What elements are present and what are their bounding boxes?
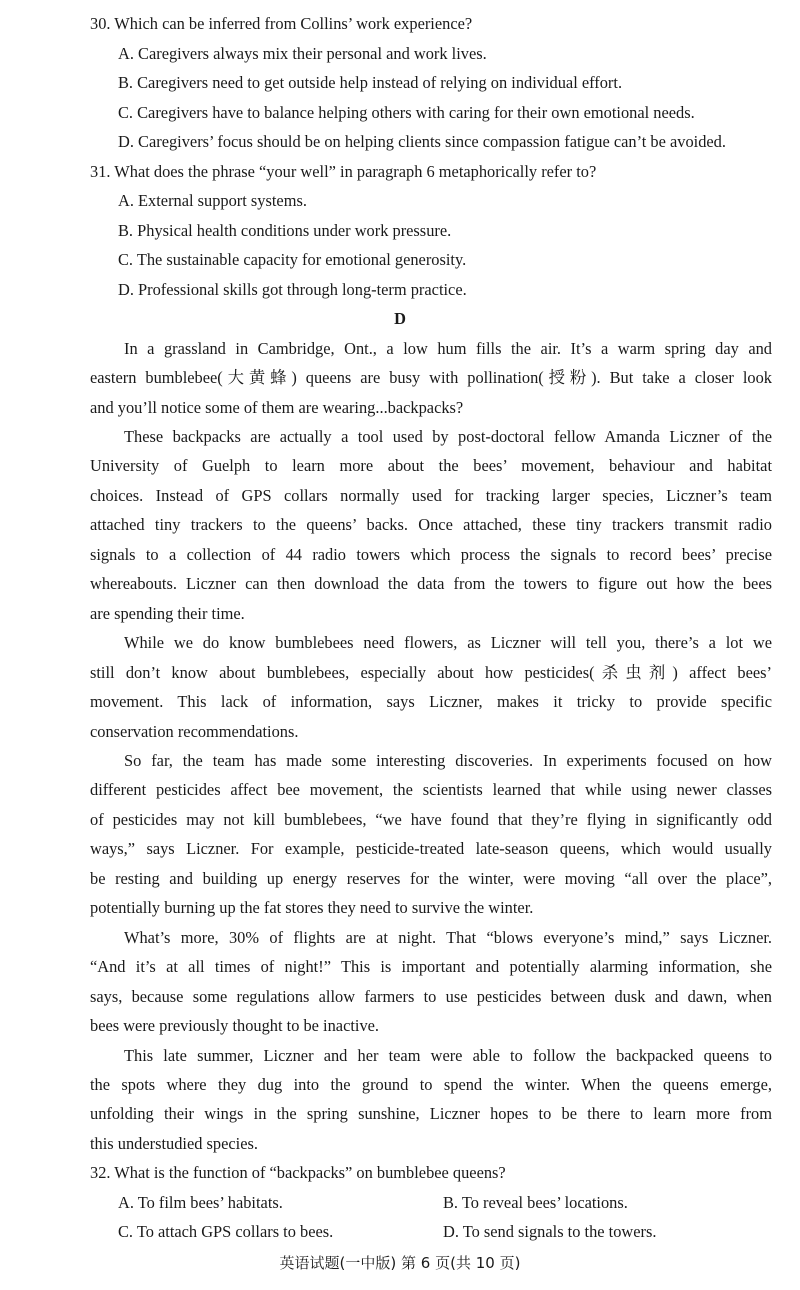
passage-line: ways,” says Liczner. For example, pesticide-treated late-season queens, which would usually	[90, 839, 772, 858]
passage-line: These backpacks are actually a tool used by post-doctoral fellow Amanda Liczner of the	[124, 427, 772, 446]
passage-line: What’s more, 30% of flights are at night. That “blows everyone’s mind,” says Liczner.	[124, 928, 772, 947]
passage-line: different pesticides affect bee movement, the scientists learned that while using newer classes	[90, 780, 772, 799]
passage-line: conservation recommendations.	[90, 722, 299, 741]
q32-option-d: D. To send signals to the towers.	[443, 1222, 657, 1241]
q31-option-d: D. Professional skills got through long-term practice.	[118, 280, 467, 299]
q32-option-b: B. To reveal bees’ locations.	[443, 1193, 628, 1212]
q30-option-a: A. Caregivers always mix their personal and work lives.	[118, 44, 487, 63]
passage-line: and you’ll notice some of them are wearing...backpacks?	[90, 398, 464, 417]
q32-option-c: C. To attach GPS collars to bees.	[118, 1222, 334, 1241]
passage-line: So far, the team has made some interesting discoveries. In experiments focused on how	[124, 751, 772, 770]
passage-line: be resting and building up energy reserves for the winter, were moving “all over the place”,	[90, 869, 772, 888]
passage-line: choices. Instead of GPS collars normally used for tracking larger species, Liczner’s team	[90, 486, 772, 505]
passage-line: this understudied species.	[90, 1134, 258, 1153]
passage-line: of pesticides may not kill bumblebees, “we have found that they’re flying in significantly odd	[90, 810, 772, 829]
passage-line: says, because some regulations allow farmers to use pesticides between dusk and dawn, when	[90, 987, 772, 1006]
q31-option-b: B. Physical health conditions under work pressure.	[118, 221, 452, 240]
q31-option-a: A. External support systems.	[118, 191, 307, 210]
q30-option-b: B. Caregivers need to get outside help instead of relying on individual effort.	[118, 73, 623, 92]
question-32: 32. What is the function of “backpacks” on bumblebee queens?	[90, 1163, 506, 1182]
q30-option-c: C. Caregivers have to balance helping others with caring for their own emotional needs.	[118, 103, 695, 122]
question-30: 30. Which can be inferred from Collins’ work experience?	[90, 14, 473, 33]
question-31: 31. What does the phrase “your well” in paragraph 6 metaphorically refer to?	[90, 162, 597, 181]
q30-option-d: D. Caregivers’ focus should be on helping clients since compassion fatigue can’t be avoided.	[118, 132, 726, 151]
passage-line: whereabouts. Liczner can then download the data from the towers to figure out how the bees	[90, 574, 772, 593]
passage-line: eastern bumblebee(大黄蜂) queens are busy with pollination(授粉). But take a closer look	[90, 368, 772, 387]
passage-line: potentially burning up the fat stores they need to survive the winter.	[90, 898, 534, 917]
passage-line: University of Guelph to learn more about the bees’ movement, behaviour and habitat	[90, 456, 772, 475]
passage-line: the spots where they dug into the ground to spend the winter. When the queens emerge,	[90, 1075, 772, 1094]
section-title: D	[394, 309, 406, 328]
passage-line: signals to a collection of 44 radio towers which process the signals to record bees’ precise	[90, 545, 772, 564]
passage-line: While we do know bumblebees need flowers, as Liczner will tell you, there’s a lot we	[124, 633, 772, 652]
passage-line: “And it’s at all times of night!” This is important and potentially alarming information, she	[90, 957, 772, 976]
passage-line: attached tiny trackers to the queens’ backs. Once attached, these tiny trackers transmit radio	[90, 515, 772, 534]
passage-line: bees were previously thought to be inactive.	[90, 1016, 380, 1035]
passage-line: movement. This lack of information, says Liczner, makes it tricky to provide specific	[90, 692, 772, 711]
passage-line: In a grassland in Cambridge, Ont., a low hum fills the air. It’s a warm spring day and	[124, 339, 772, 358]
q32-option-a: A. To film bees’ habitats.	[118, 1193, 283, 1212]
q31-option-c: C. The sustainable capacity for emotional generosity.	[118, 250, 467, 269]
page-footer: 英语试题(一中版) 第 6 页(共 10 页)	[279, 1254, 521, 1272]
passage-line: are spending their time.	[90, 604, 245, 623]
passage-line: This late summer, Liczner and her team were able to follow the backpacked queens to	[124, 1046, 772, 1065]
passage-line: unfolding their wings in the spring sunshine, Liczner hopes to be there to learn more from	[90, 1104, 772, 1123]
passage-line: still don’t know about bumblebees, especially about how pesticides(杀虫剂) affect bees’	[90, 663, 772, 682]
